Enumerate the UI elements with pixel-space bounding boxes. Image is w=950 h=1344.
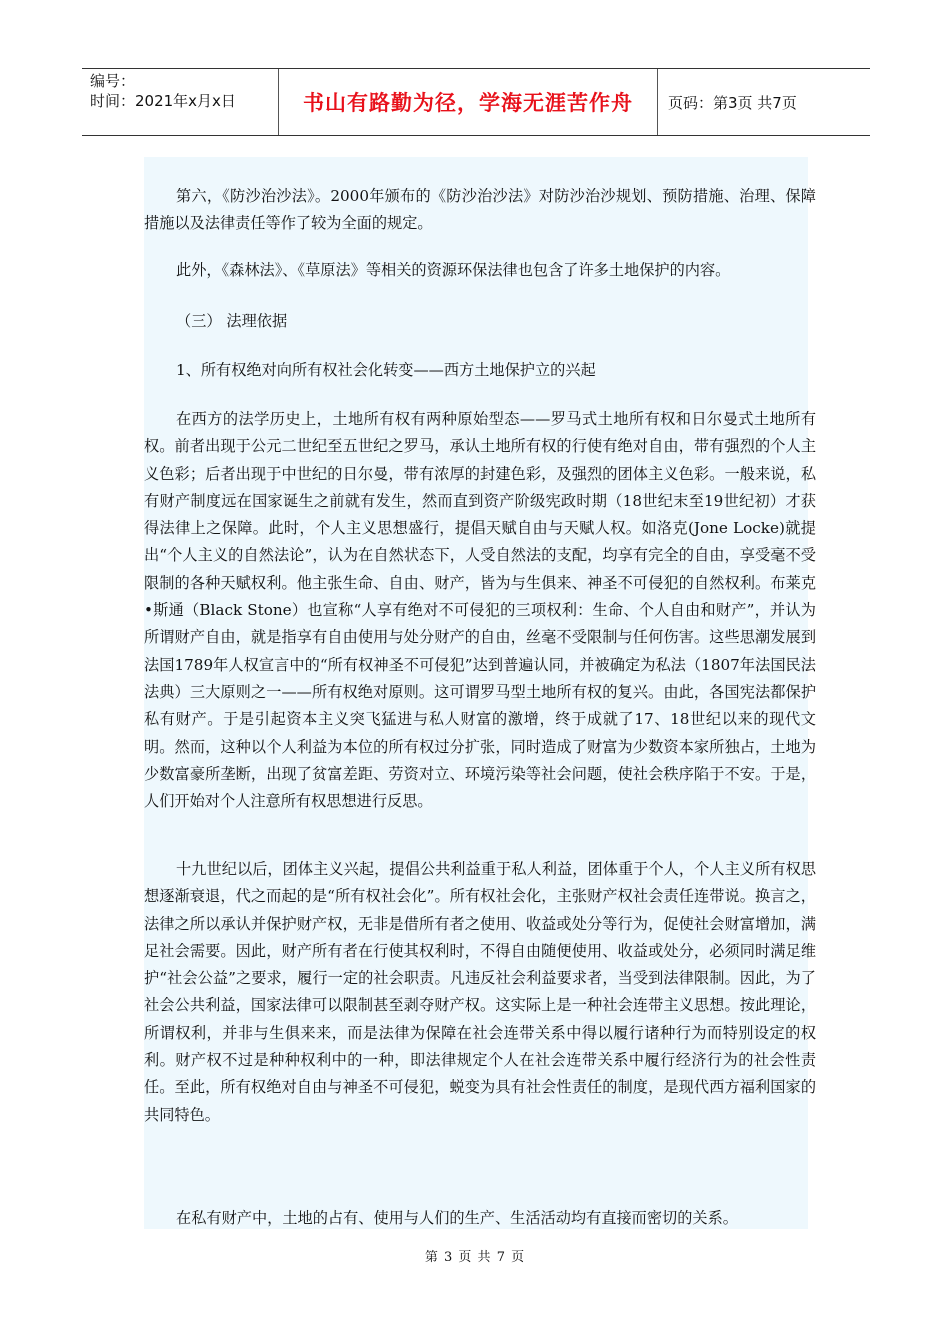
page-label-cell <box>658 69 870 135</box>
subsection-heading-ownership: 1、所有权绝对向所有权社会化转变——西方土地保护立的兴起 <box>176 361 596 379</box>
motto-cell <box>279 69 658 135</box>
number-label: 编号： <box>90 72 136 90</box>
header-meta-cell <box>82 69 279 135</box>
page-footer: 第 3 页 共 7 页 <box>424 1250 526 1265</box>
paragraph-nineteenth-century: 十九世纪以后，团体主义兴起，提倡公共利益重于私人利益，团体重于个人，个人主义所有权思想逐渐衰退，代之而起的是“所有权社会化”。所有权社会化，主张财产权社会责任连带说。换言之，法律之所以承认并保护财产权，无非是借所有者之使用、收益或处分等行为，促使社会财富增加，满足社会需要。因此，财产所有者在行使其权利时，不得自由随便使用、收益或处分，必须同时满足维护“社会公益”之要求，履行一定的社会职责。凡违反社会利益要求者，当受到法律限制。因此，为了社会公共利益，国家法律可以限制甚至剥夺财产权。这实际上是一种社会连带主义思想。按此理论，所谓权利，并非与生俱来来，而是法律为保障在社会连带关系中得以履行诸种行为而特别设定的权利。财产权不过是种种权利中的一种，即法律规定个人在社会连带关系中履行经济行为的社会性责任。至此，所有权绝对自由与神圣不可侵犯，蜕变为具有社会性责任的制度，是现代西方福利国家的共同特色。 <box>144 860 816 1124</box>
paragraph-other-laws: 此外，《森林法》、《草原法》等相关的资源环保法律也包含了许多土地保护的内容。 <box>176 261 731 279</box>
paragraph-western-history: 在西方的法学历史上，土地所有权有两种原始型态——罗马式土地所有权和日尔曼式土地所有权。前者出现于公元二世纪至五世纪之罗马，承认土地所有权的行使有绝对自由，带有强烈的个人主义色彩；后者出现于中世纪的日尔曼，带有浓厚的封建色彩，及强烈的团体主义色彩。一般来说，私有财产制度远在国家诞生之前就有发生，然而直到资产阶级宪政时期（18世纪末至19世纪初）才获得法律上之保障。此时，个人主义思想盛行，提倡天赋自由与天赋人权。如洛克(Jone Locke)就提出“个人主义的自然法论”，认为在自然状态下，人受自然法的支配，均享有完全的自由，享受毫不受限制的各种天赋权利。他主张生命、自由、财产，皆为与生俱来、神圣不可侵犯的自然权利。布莱克•斯通（Black Stone）也宣称“人享有绝对不可侵犯的三项权利：生命、个人自由和财产”，并认为所谓财产自由，就是指享有自由使用与处分财产的自由，丝毫不受限制与任何伤害。这些思潮发展到法国1789年人权宣言中的“所有权神圣不可侵犯”达到普遍认同，并被确定为私法（1807年法国民法法典）三大原则之一——所有权绝对原则。这可谓罗马型土地所有权的复兴。由此，各国宪法都保护私有财产。于是引起资本主义突飞猛进与私人财富的激增，终于成就了17、18世纪以来的现代文明。然而，这种以个人利益为本位的所有权过分扩张，同时造成了财富为少数资本家所独占，土地为少数富豪所垄断，出现了贫富差距、劳资对立、环境污染等社会问题，使社会秩序陷于不安。于是，人们开始对个人注意所有权思想进行反思。 <box>144 410 816 811</box>
section-heading-legal-basis: （三） 法理依据 <box>176 312 288 330</box>
paragraph-sand-law: 第六，《防沙治沙法》。2000年颁布的《防沙治沙法》对防沙治沙规划、预防措施、治理、保障措施以及法律责任等作了较为全面的规定。 <box>144 187 816 233</box>
page-label: 页码：第3页 共7页 <box>668 93 797 112</box>
time-label: 时间：2021年x月x日 <box>90 92 236 110</box>
header-table <box>82 68 870 136</box>
motto-text: 书山有路勤为径，学海无涯苦作舟 <box>303 91 633 115</box>
paragraph-private-property: 在私有财产中，土地的占有、使用与人们的生产、生活活动均有直接而密切的关系。 <box>176 1209 738 1227</box>
